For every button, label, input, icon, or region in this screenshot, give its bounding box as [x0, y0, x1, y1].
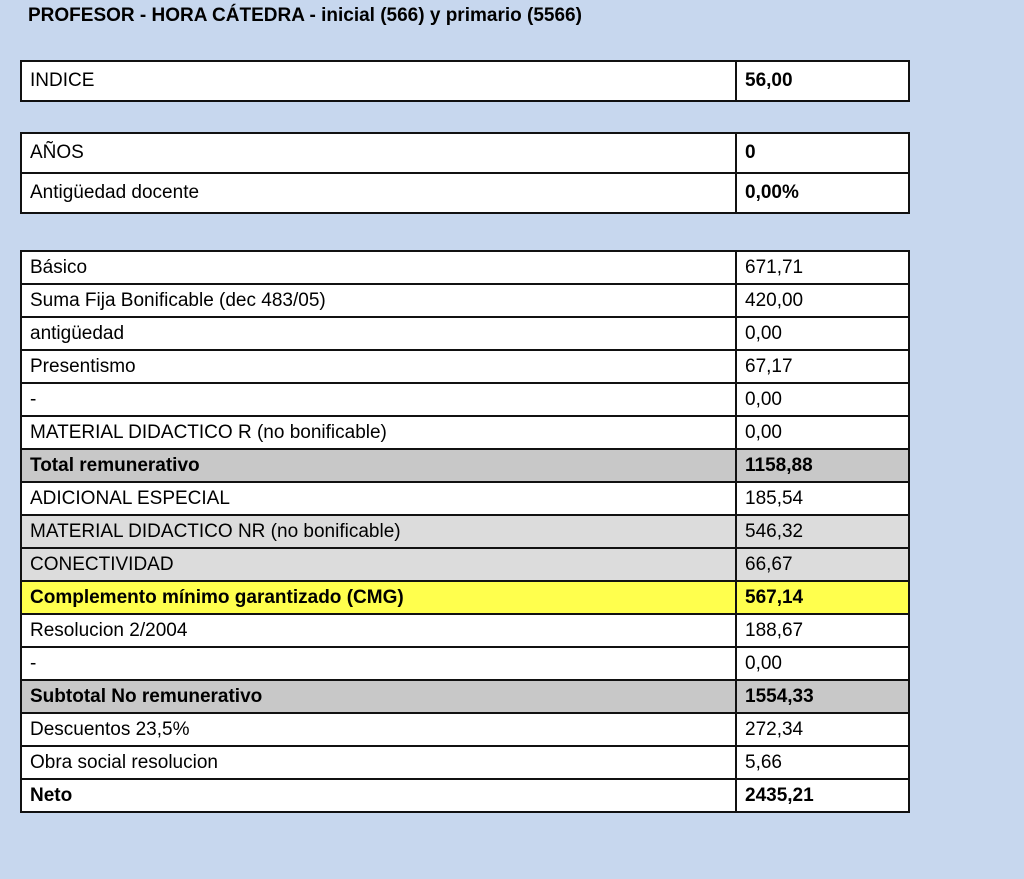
- row-value: 66,67: [736, 548, 909, 581]
- row-value: 5,66: [736, 746, 909, 779]
- row-label: Resolucion 2/2004: [21, 614, 736, 647]
- row-value: 67,17: [736, 350, 909, 383]
- row-value: 272,34: [736, 713, 909, 746]
- cmg-row: [21, 581, 909, 614]
- neto-row: [21, 779, 909, 812]
- indice-table: [20, 60, 910, 102]
- row-label: Neto: [21, 779, 736, 812]
- row-label: Complemento mínimo garantizado (CMG): [21, 581, 736, 614]
- antiguedad-row: [21, 317, 909, 350]
- conectividad-row: [21, 548, 909, 581]
- row-value: 188,67: [736, 614, 909, 647]
- antiguedad-table: [20, 132, 910, 214]
- resolucion-row: [21, 614, 909, 647]
- blank-row: [21, 383, 909, 416]
- row-value: 0,00: [736, 383, 909, 416]
- row-label: Suma Fija Bonificable (dec 483/05): [21, 284, 736, 317]
- adicional-especial-row: [21, 482, 909, 515]
- row-label: MATERIAL DIDACTICO R (no bonificable): [21, 416, 736, 449]
- row-label: ADICIONAL ESPECIAL: [21, 482, 736, 515]
- row-value: 0,00: [736, 647, 909, 680]
- row-value: 0,00: [736, 317, 909, 350]
- antiguedad-docente-label: Antigüedad docente: [21, 173, 736, 213]
- row-label: MATERIAL DIDACTICO NR (no bonificable): [21, 515, 736, 548]
- row-label: Básico: [21, 251, 736, 284]
- row-label: Descuentos 23,5%: [21, 713, 736, 746]
- antiguedad-docente-value: 0,00%: [736, 173, 909, 213]
- basico-row: [21, 251, 909, 284]
- blank-row: [21, 647, 909, 680]
- row-label: -: [21, 647, 736, 680]
- subtotal-no-remunerativo-row: [21, 680, 909, 713]
- row-label: -: [21, 383, 736, 416]
- total-remunerativo-row: [21, 449, 909, 482]
- row-value: 0,00: [736, 416, 909, 449]
- presentismo-row: [21, 350, 909, 383]
- row-value: 1554,33: [736, 680, 909, 713]
- indice-label: INDICE: [21, 61, 736, 101]
- indice-row: [21, 61, 909, 101]
- row-label: CONECTIVIDAD: [21, 548, 736, 581]
- obra-social-row: [21, 746, 909, 779]
- row-label: Total remunerativo: [21, 449, 736, 482]
- row-value: 420,00: [736, 284, 909, 317]
- row-value: 2435,21: [736, 779, 909, 812]
- anios-label: AÑOS: [21, 133, 736, 173]
- row-value: 546,32: [736, 515, 909, 548]
- page-title: PROFESOR - HORA CÁTEDRA - inicial (566) y primario (5566): [28, 5, 582, 26]
- row-value: 185,54: [736, 482, 909, 515]
- indice-value: 56,00: [736, 61, 909, 101]
- row-label: Obra social resolucion: [21, 746, 736, 779]
- antiguedad-docente-row: [21, 173, 909, 213]
- row-label: Subtotal No remunerativo: [21, 680, 736, 713]
- anios-row: [21, 133, 909, 173]
- anios-value: 0: [736, 133, 909, 173]
- row-value: 567,14: [736, 581, 909, 614]
- liquidacion-table: [20, 250, 910, 813]
- material-didactico-r-row: [21, 416, 909, 449]
- descuentos-row: [21, 713, 909, 746]
- material-didactico-nr-row: [21, 515, 909, 548]
- row-label: Presentismo: [21, 350, 736, 383]
- row-value: 671,71: [736, 251, 909, 284]
- row-value: 1158,88: [736, 449, 909, 482]
- row-label: antigüedad: [21, 317, 736, 350]
- suma-fija-row: [21, 284, 909, 317]
